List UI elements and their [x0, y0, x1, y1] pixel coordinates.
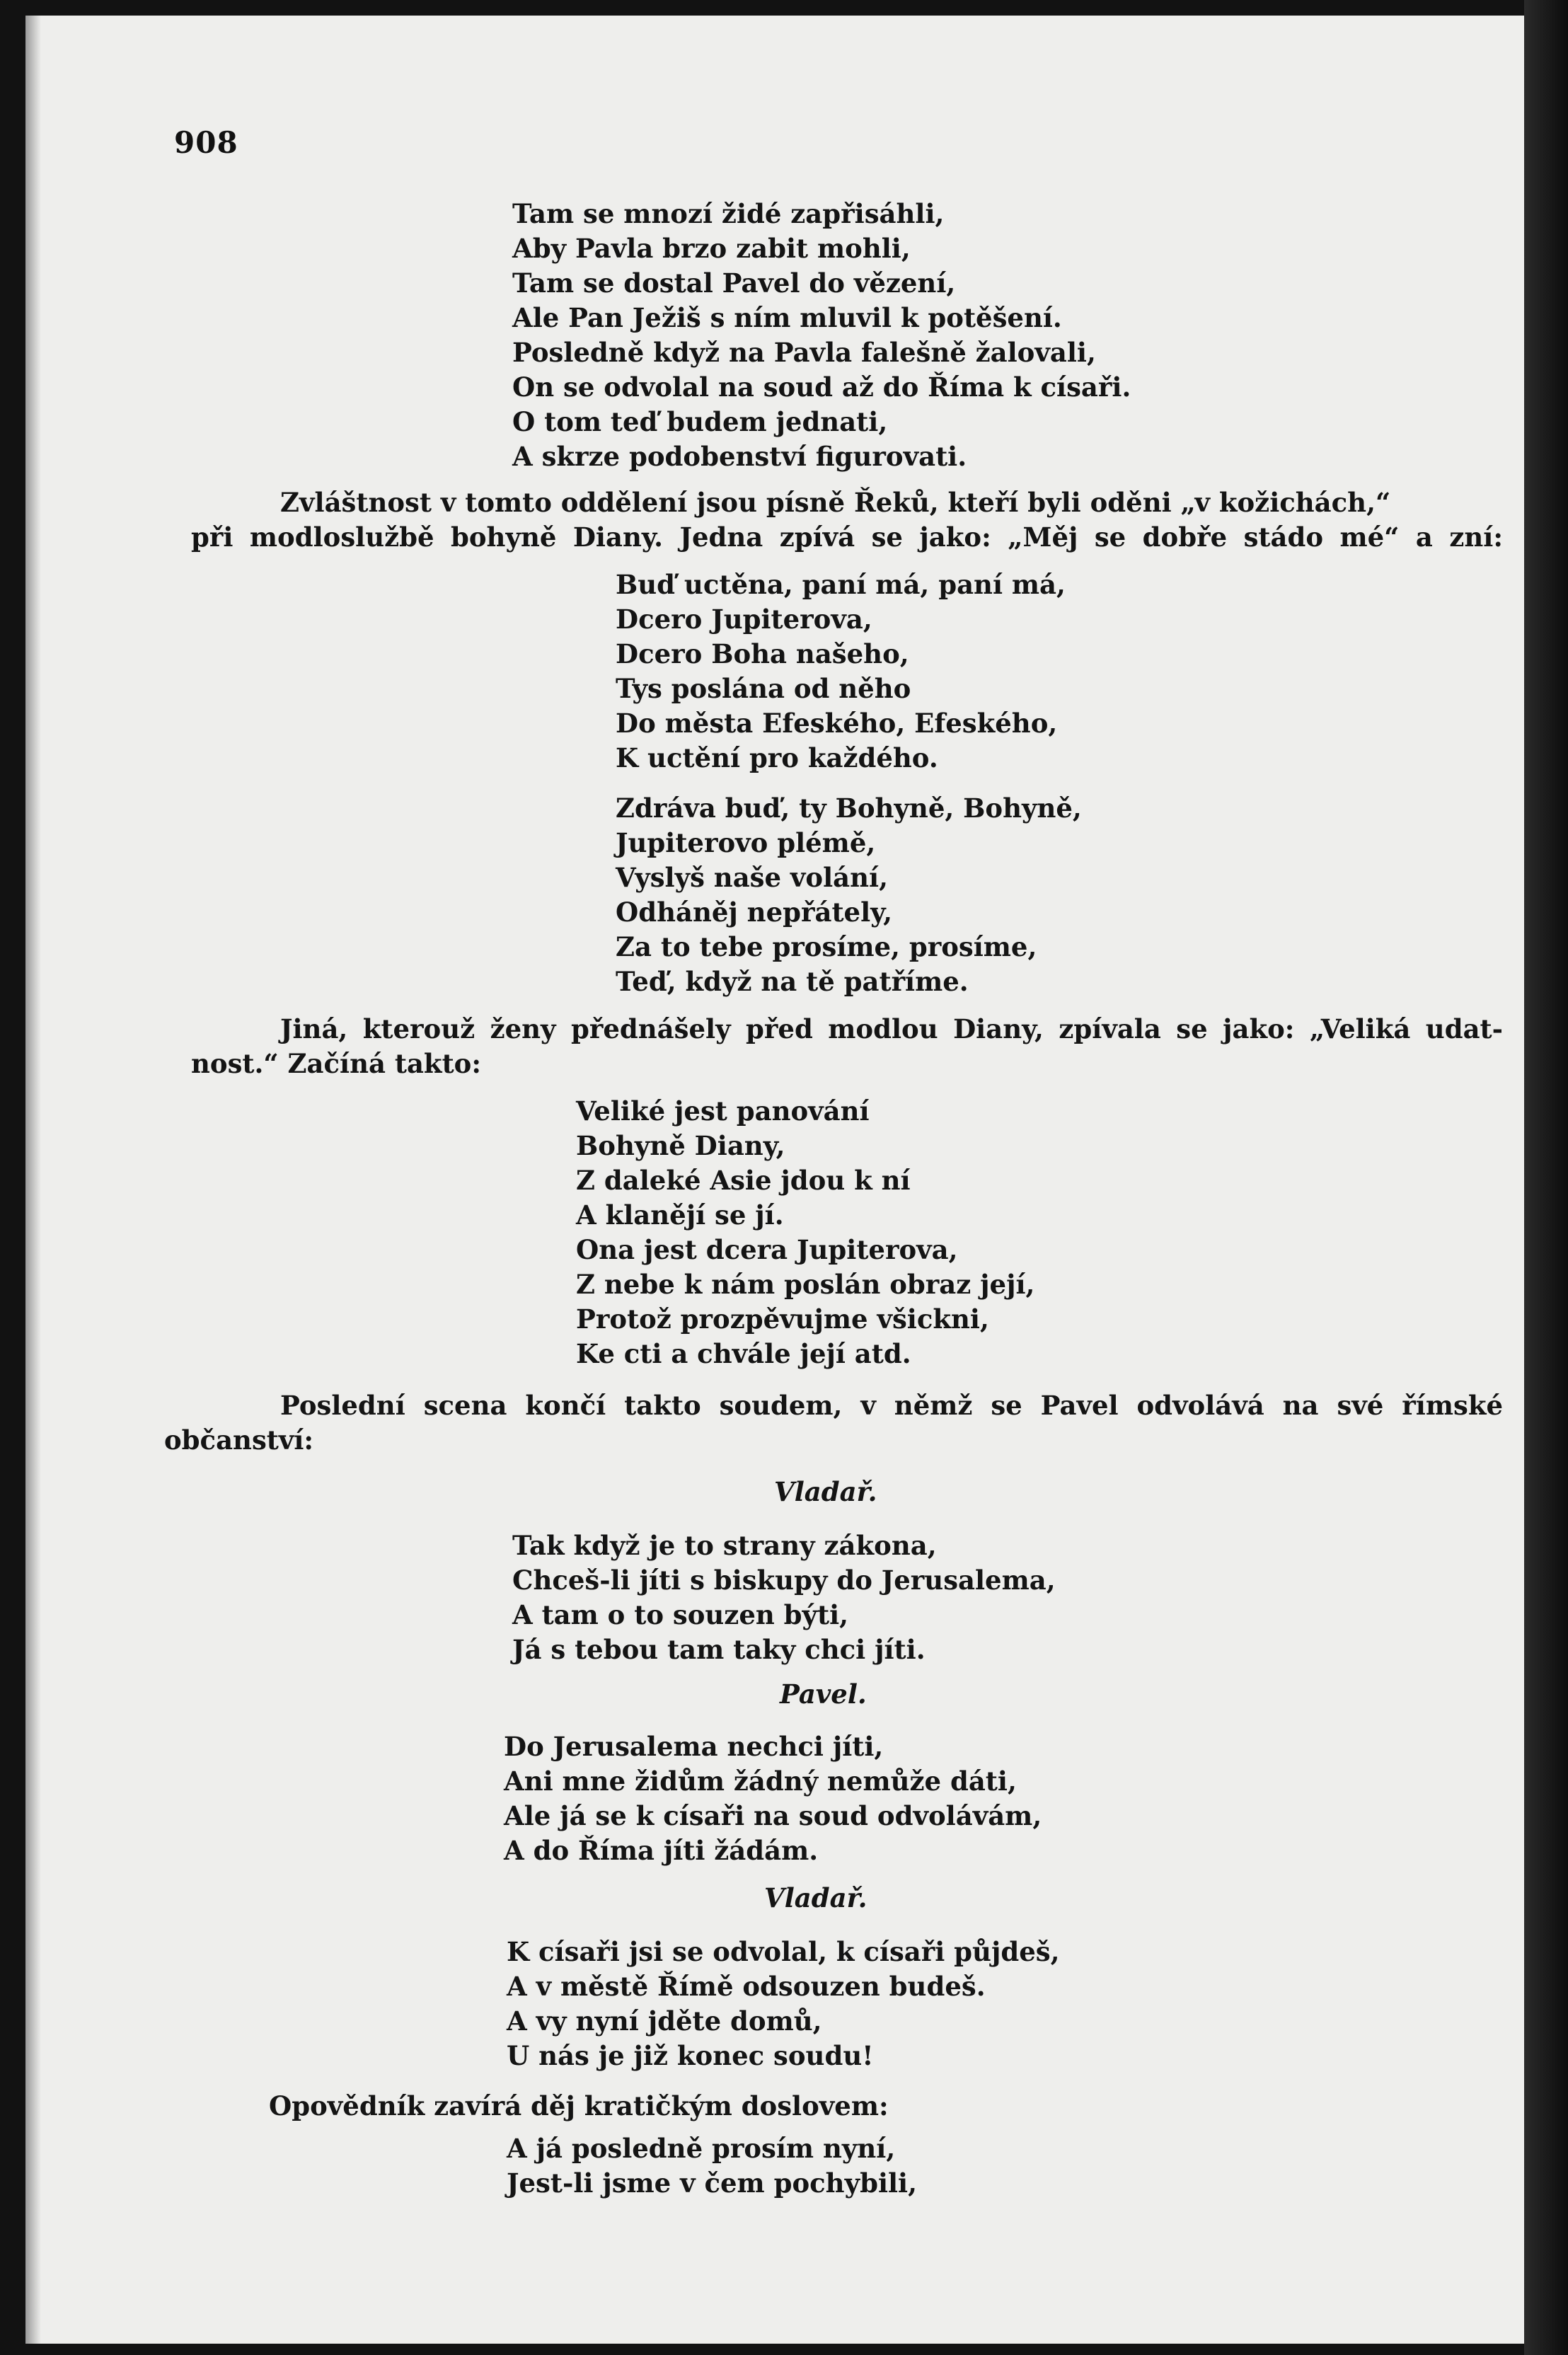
paragraph-line: Jiná, kterouž ženy přednášely před modlou Diany, zpívala se jako: „Veliká udat- — [280, 1013, 1503, 1044]
speaker-name: Pavel. — [780, 1679, 867, 1710]
paragraph-line: Poslední scena končí takto soudem, v němž se Pavel odvolává na své římské — [280, 1390, 1503, 1421]
speech-line: A do Říma jíti žádám. — [504, 1835, 819, 1866]
song-line: Veliké jest panování — [576, 1095, 870, 1127]
speech-line: Ale já se k císaři na soud odvolávám, — [504, 1800, 1042, 1831]
speaker-name: Vladař. — [774, 1476, 877, 1507]
song-line: Dcero Boha našeho, — [616, 638, 909, 669]
paragraph-line: Opovědník zavírá děj kratičkým doslovem: — [269, 2090, 889, 2121]
verse-line: Tam se mnozí židé zapřisáhli, — [512, 198, 945, 229]
verse-line: On se odvolal na soud až do Říma k císaři. — [512, 372, 1131, 403]
binding-shadow — [25, 16, 41, 2344]
song-line: Odháněj nepřátely, — [616, 897, 892, 928]
speech-line: Chceš-li jíti s biskupy do Jerusalema, — [512, 1565, 1056, 1596]
verse-line: Tam se dostal Pavel do vězení, — [512, 267, 956, 299]
speech-line: Tak když je to strany zákona, — [512, 1530, 937, 1561]
speaker-name: Vladař. — [764, 1882, 867, 1913]
song-line: Teď, když na tě patříme. — [616, 966, 969, 997]
song-line: Vyslyš naše volání, — [616, 862, 888, 893]
speech-line: A vy nyní jděte domů, — [507, 2005, 822, 2037]
verse-line: A skrze podobenství figurovati. — [512, 441, 967, 472]
speech-line: U nás je již konec soudu! — [507, 2040, 874, 2071]
paragraph-line: občanství: — [164, 1424, 314, 1456]
song-line: Do města Efeského, Efeského, — [616, 708, 1058, 739]
song-line: Za to tebe prosíme, prosíme, — [616, 931, 1037, 962]
speech-line: A tam o to souzen býti, — [512, 1599, 849, 1630]
paragraph-line: Zvláštnost v tomto oddělení jsou písně Řeků, kteří byli oděni „v kožichách,“ — [280, 487, 1391, 518]
page-number: 908 — [174, 125, 238, 160]
verse-line: Ale Pan Ježiš s ním mluvil k potěšení. — [512, 302, 1062, 333]
song-line: Bohyně Diany, — [576, 1130, 785, 1161]
song-line: Ona jest dcera Jupiterova, — [576, 1234, 958, 1265]
song-line: K uctění pro každého. — [616, 742, 938, 773]
paragraph-line: nost.“ Začíná takto: — [191, 1048, 481, 1079]
speech-line: K císaři jsi se odvolal, k císaři půjdeš, — [507, 1936, 1060, 1967]
song-line: Z daleké Asie jdou k ní — [576, 1165, 911, 1196]
verse-line: Posledně když na Pavla falešně žalovali, — [512, 337, 1096, 368]
song-line: Dcero Jupiterova, — [616, 604, 872, 635]
closing-line: A já posledně prosím nyní, — [507, 2133, 896, 2164]
song-line: Ke cti a chvále její atd. — [576, 1338, 911, 1369]
song-line: Z nebe k nám poslán obraz její, — [576, 1269, 1035, 1300]
paragraph-line: při modloslužbě bohyně Diany. Jedna zpívá se jako: „Měj se dobře stádo mé“ a zní: — [191, 522, 1503, 553]
speech-line: A v městě Římě odsouzen budeš. — [507, 1971, 986, 2002]
closing-line: Jest-li jsme v čem pochybili, — [507, 2167, 917, 2199]
scan-edge — [1524, 0, 1568, 2355]
verse-line: O tom teď budem jednati, — [512, 406, 888, 437]
song-line: A klanějí se jí. — [576, 1199, 784, 1231]
song-line: Buď uctěna, paní má, paní má, — [616, 569, 1066, 600]
song-line: Tys poslána od něho — [616, 673, 911, 704]
speech-line: Já s tebou tam taky chci jíti. — [512, 1634, 926, 1665]
song-line: Protož prozpěvujme všickni, — [576, 1303, 989, 1335]
book-page — [25, 16, 1524, 2344]
speech-line: Ani mne židům žádný nemůže dáti, — [504, 1766, 1017, 1797]
song-line: Jupiterovo plémě, — [616, 827, 876, 858]
verse-line: Aby Pavla brzo zabit mohli, — [512, 233, 911, 264]
speech-line: Do Jerusalema nechci jíti, — [504, 1731, 884, 1762]
song-line: Zdráva buď, ty Bohyně, Bohyně, — [616, 793, 1082, 824]
